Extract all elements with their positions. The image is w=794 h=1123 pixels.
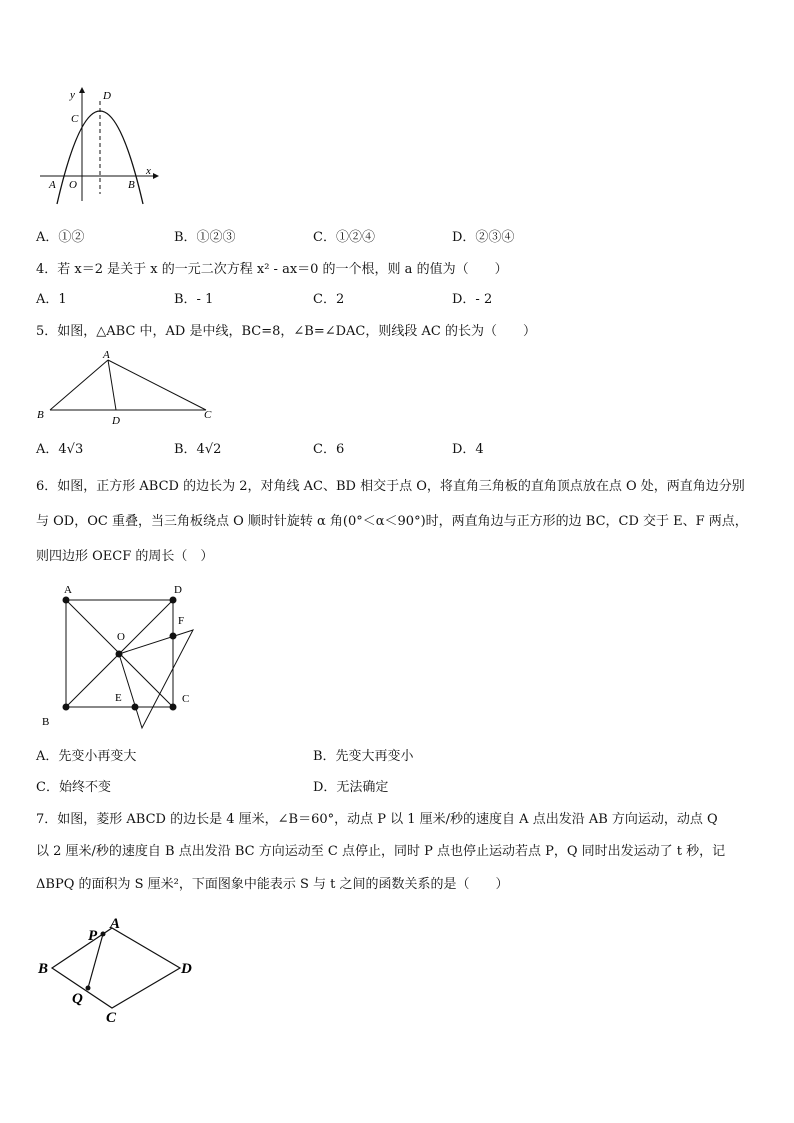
label-O: O xyxy=(69,179,77,191)
q6-option-a[interactable]: A．先变小再变大 xyxy=(36,749,137,764)
point-O xyxy=(116,651,123,658)
q6-option-d[interactable]: D．无法确定 xyxy=(313,780,389,795)
q4-option-c[interactable]: C．2 xyxy=(313,292,345,307)
q7-stem-line2: 以 2 厘米/秒的速度自 B 点出发沿 BC 方向运动至 C 点停止，同时 P 点也停止运动若点 P，Q 同时出发运动了 t 秒，记 xyxy=(36,844,726,859)
label-B: B xyxy=(42,716,50,728)
label-x: x xyxy=(146,165,151,177)
label-B: B xyxy=(128,179,135,191)
label-A: A xyxy=(103,349,110,361)
q6-stem-line3: 则四边形 OECF 的周长（ ） xyxy=(36,549,214,564)
q6-option-b[interactable]: B．先变大再变小 xyxy=(313,749,414,764)
q5-triangle-figure xyxy=(34,348,224,427)
q4-option-d[interactable]: D．- 2 xyxy=(452,292,493,307)
point-Q xyxy=(86,986,91,991)
label-O: O xyxy=(117,631,125,643)
point-A xyxy=(63,597,70,604)
q4-option-b[interactable]: B．- 1 xyxy=(174,292,214,307)
set-square xyxy=(119,630,193,728)
q5-option-b[interactable]: B．4√2 xyxy=(174,442,222,457)
label-D: D xyxy=(174,584,182,596)
label-Q: Q xyxy=(72,991,83,1007)
point-D xyxy=(170,597,177,604)
label-D: D xyxy=(181,961,192,977)
q7-stem-line1: 7．如图，菱形 ABCD 的边长是 4 厘米，∠B＝60°，动点 P 以 1 厘米/秒的速度自 A 点出发沿 AB 方向运动，动点 Q xyxy=(36,812,718,827)
q5-option-c[interactable]: C．6 xyxy=(313,442,345,457)
q4-stem: 4．若 x＝2 是关于 x 的一元二次方程 x² - ax＝0 的一个根，则 a 的值为（ ） xyxy=(36,262,508,277)
q5-option-d[interactable]: D．4 xyxy=(452,442,484,457)
point-B xyxy=(63,704,70,711)
label-C: C xyxy=(204,409,212,421)
label-P: P xyxy=(88,928,98,944)
q6-option-c[interactable]: C．始终不变 xyxy=(36,780,111,795)
point-C xyxy=(170,704,177,711)
segment-AC xyxy=(108,360,206,410)
q3-option-a[interactable]: A．①② xyxy=(36,230,85,245)
label-B: B xyxy=(37,409,44,421)
label-F: F xyxy=(178,615,185,627)
label-C: C xyxy=(182,693,190,705)
q3-option-c[interactable]: C．①②④ xyxy=(313,230,375,245)
label-D: D xyxy=(112,415,120,427)
q6-stem-line1: 6．如图，正方形 ABCD 的边长为 2，对角线 AC、BD 相交于点 O，将直角三角板的直角顶点放在点 O 处，两直角边分别 xyxy=(36,479,745,494)
label-A: A xyxy=(49,179,56,191)
point-E xyxy=(132,704,139,711)
label-C: C xyxy=(106,1010,117,1026)
label-y: y xyxy=(70,89,75,101)
q5-option-a[interactable]: A．4√3 xyxy=(36,442,84,457)
label-B: B xyxy=(38,961,49,977)
q7-rhombus-figure xyxy=(36,912,206,1028)
label-A: A xyxy=(64,584,72,596)
q3-option-b[interactable]: B．①②③ xyxy=(174,230,236,245)
label-C: C xyxy=(71,113,79,125)
point-F xyxy=(170,633,177,640)
q5-stem: 5．如图，△ABC 中，AD 是中线，BC=8，∠B=∠DAC，则线段 AC 的长为（ ） xyxy=(36,324,536,339)
point-P xyxy=(101,932,106,937)
q7-stem-line3: ΔBPQ 的面积为 S 厘米²，下面图象中能表示 S 与 t 之间的函数关系的是（ ） xyxy=(36,877,509,892)
q6-square-figure xyxy=(40,580,210,730)
q4-option-a[interactable]: A．1 xyxy=(36,292,67,307)
label-E: E xyxy=(115,692,122,704)
q6-stem-line2: 与 OD，OC 重叠，当三角板绕点 O 顺时针旋转 α 角(0°＜α＜90°)时，两直角边与正方形的边 BC，CD 交于 E、F 两点， xyxy=(36,514,748,529)
q3-option-d[interactable]: D．②③④ xyxy=(452,230,515,245)
segment-AB xyxy=(50,360,108,410)
label-A: A xyxy=(110,916,121,932)
q3-parabola-graph xyxy=(38,86,168,206)
segment-AD xyxy=(108,360,116,410)
label-D: D xyxy=(103,90,111,102)
